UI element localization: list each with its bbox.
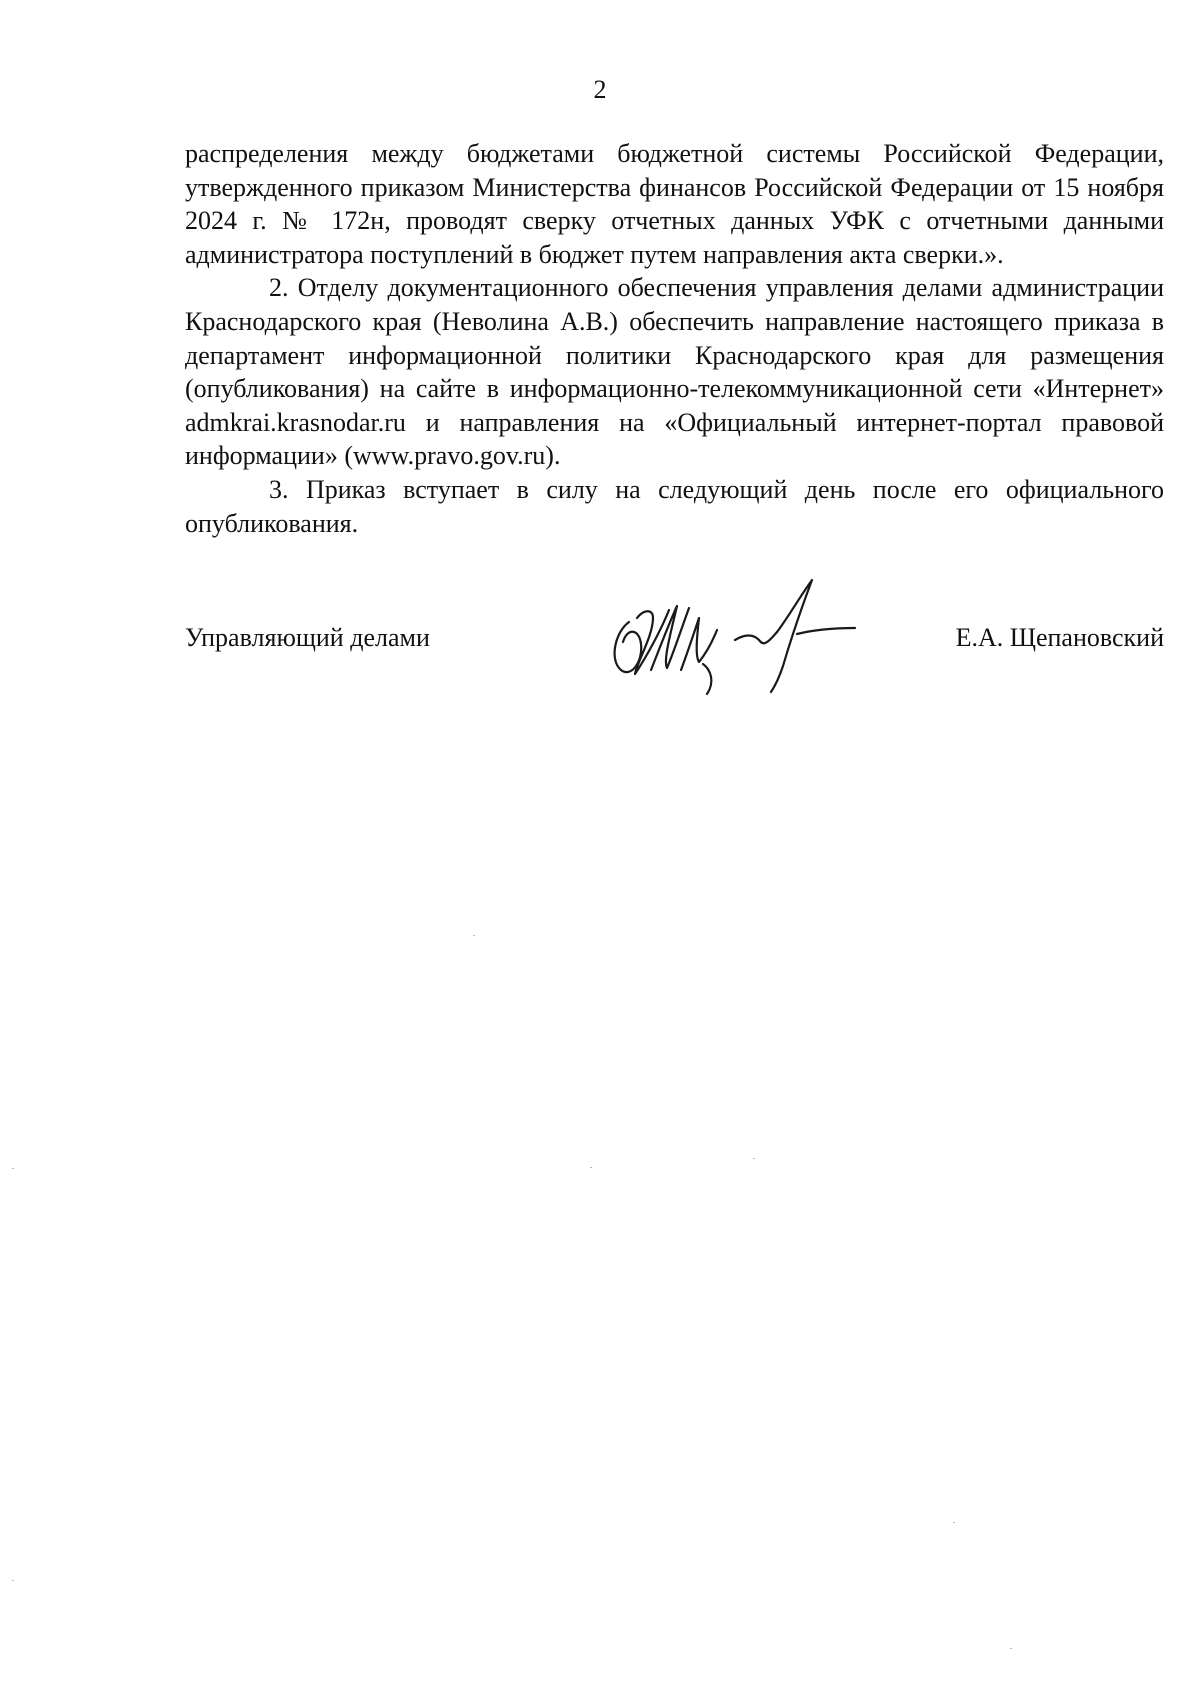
scan-speck bbox=[12, 1580, 14, 1581]
scan-speck bbox=[953, 1522, 955, 1523]
signatory-name: Е.А. Щепановский bbox=[955, 623, 1164, 652]
paragraph-item-2: 2. Отделу документационного обеспечения управления делами администрации Краснодарского края (Неволина А.В.) обеспечить направление настоящего приказа в департамент информационной политики Краснодарского края для размещения (опубликования) на сайте в информационно-телекоммуникационной сети «Интернет» admkrai.krasnodar.ru и направления на «Официальный интернет-портал правовой информации» (www.pravo.gov.ru). bbox=[185, 273, 1164, 471]
page-number: 2 bbox=[593, 75, 607, 104]
signature-block bbox=[185, 570, 1164, 710]
paragraph-item-3: 3. Приказ вступает в силу на следующий день после его официального опубликования. bbox=[185, 474, 1164, 538]
scan-speck bbox=[12, 1168, 14, 1169]
document-body bbox=[185, 137, 1164, 540]
handwritten-signature bbox=[607, 570, 867, 700]
scan-speck bbox=[1010, 1648, 1012, 1649]
signatory-position: Управляющий делами bbox=[185, 623, 430, 652]
scan-speck bbox=[473, 935, 475, 936]
paragraph-continuation: распределения между бюджетами бюджетной системы Российской Федерации, утвержденного приказом Министерства финансов Российской Федерации от 15 ноября 2024 г. № 172н, проводят сверку отчетных данных УФК с отчетными данными администратора поступлений в бюджет путем направления акта сверки.». bbox=[185, 139, 1164, 269]
scan-speck bbox=[590, 1167, 592, 1168]
scan-speck bbox=[753, 1158, 755, 1159]
